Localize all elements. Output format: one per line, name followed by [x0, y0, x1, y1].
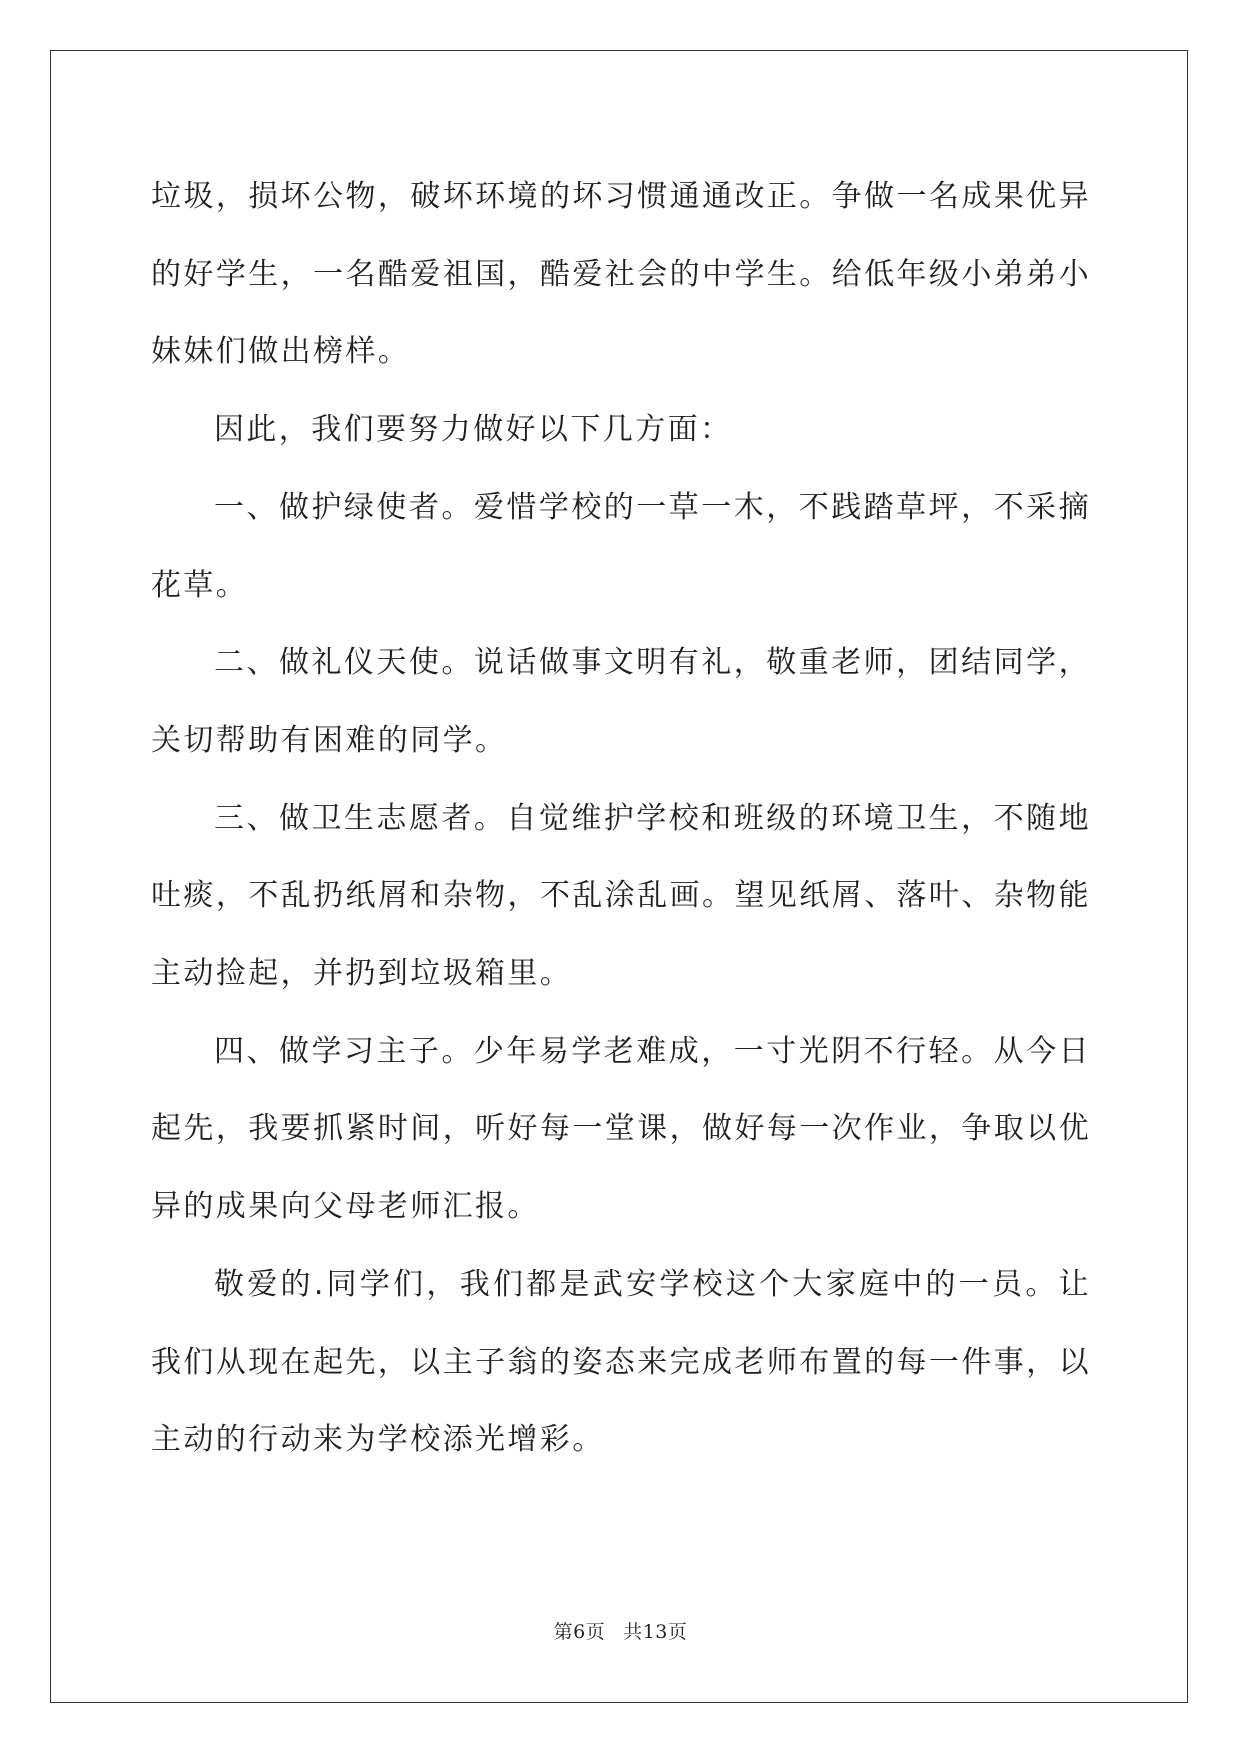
paragraph-item-3: 三、做卫生志愿者。自觉维护学校和班级的环境卫生，不随地吐痰，不乱扔纸屑和杂物，不乱涂乱画。望见纸屑、落叶、杂物能主动捡起，并扔到垃圾箱里。: [151, 800, 1091, 992]
paragraph-closing: 敬爱的.同学们，我们都是武安学校这个大家庭中的一员。让我们从现在起先，以主子翁的姿态来完成老师布置的每一件事，以主动的行动来为学校添光增彩。: [151, 1266, 1091, 1458]
paragraph-item-2: 二、做礼仪天使。说话做事文明有礼，敬重老师，团结同学，关切帮助有困难的同学。: [151, 645, 1091, 758]
document-body: [151, 158, 1091, 1479]
paragraph-item-4: 四、做学习主子。少年易学老难成，一寸光阴不行轻。从今日起先，我要抓紧时间，听好每一堂课，做好每一次作业，争取以优异的成果向父母老师汇报。: [151, 1033, 1091, 1225]
page-total: 共13页: [623, 1621, 688, 1643]
paragraph-intro: 因此，我们要努力做好以下几方面：: [214, 412, 733, 448]
paragraph-continuation: 垃圾，损坏公物，破坏环境的坏习惯通通改正。争做一名成果优异的好学生，一名酷爱祖国，酷爱社会的中学生。给低年级小弟弟小妹妹们做出榜样。: [151, 179, 1091, 370]
paragraph-item-1: 一、做护绿使者。爱惜学校的一草一木，不践踏草坪，不采摘花草。: [151, 489, 1091, 603]
page-number: 第6页: [553, 1621, 606, 1643]
page-footer: [0, 1617, 1241, 1644]
